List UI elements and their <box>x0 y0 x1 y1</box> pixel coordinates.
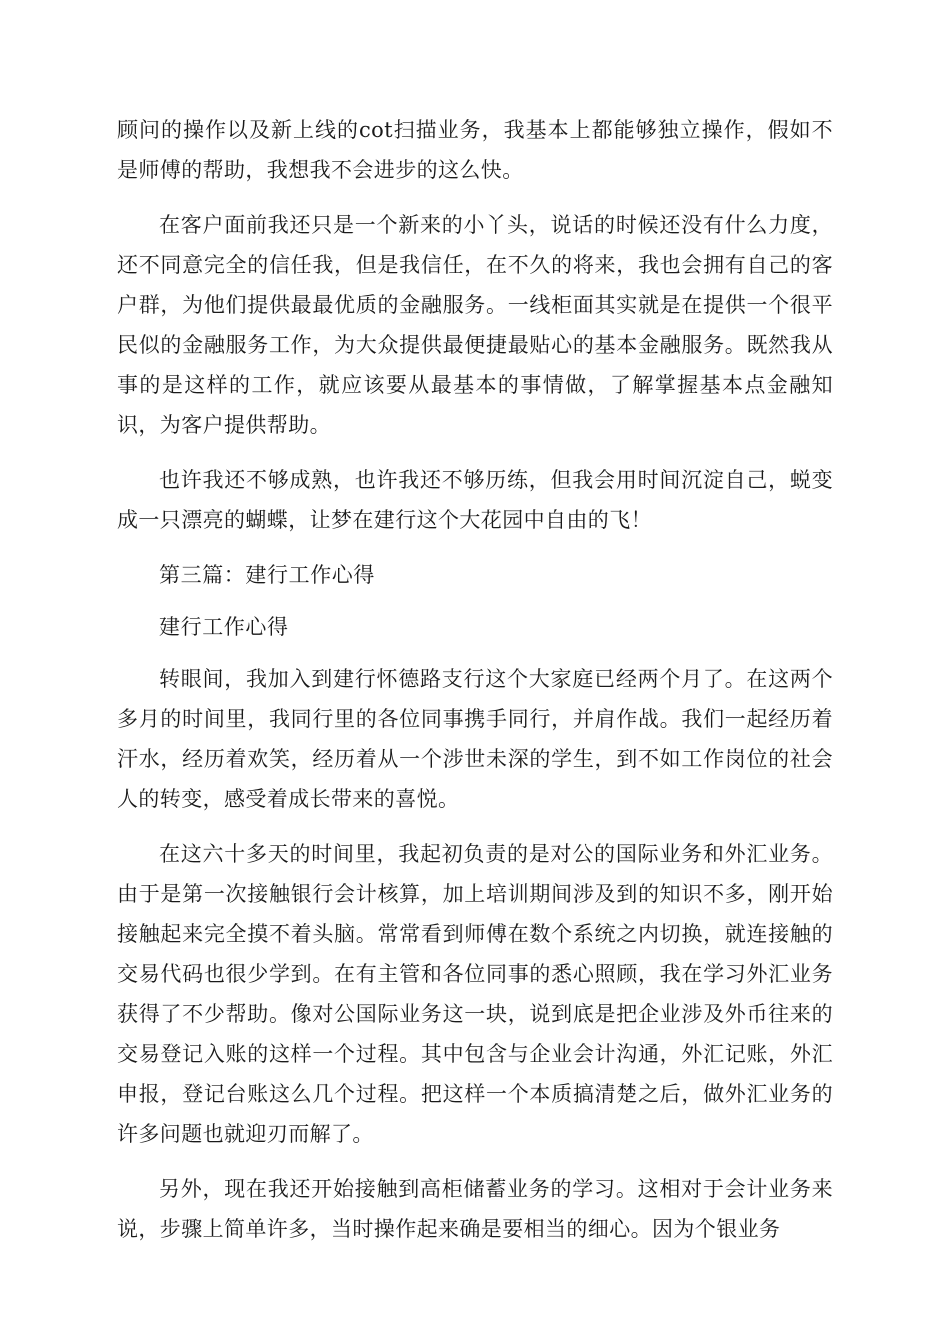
paragraph: 也许我还不够成熟，也许我还不够历练，但我会用时间沉淀自己，蜕变成一只漂亮的蝴蝶，让梦在建行这个大花园中自由的飞！ <box>117 468 833 532</box>
paragraph: 另外，现在我还开始接触到高柜储蓄业务的学习。这相对于会计业务来说，步骤上简单许多，当时操作起来确是要相当的细心。因为个银业务 <box>117 1177 833 1241</box>
paragraph: 转眼间，我加入到建行怀德路支行这个大家庭已经两个月了。在这两个多月的时间里，我同行里的各位同事携手同行，并肩作战。我们一起经历着汗水，经历着欢笑，经历着从一个涉世未深的学生，到不如工作岗位的社会人的转变，感受着成长带来的喜悦。 <box>117 667 833 811</box>
section-subheading: 建行工作心得 <box>159 615 289 639</box>
section-heading: 第三篇：建行工作心得 <box>159 563 375 587</box>
document-page <box>117 110 833 1264</box>
paragraph: 在客户面前我还只是一个新来的小丫头，说话的时候还没有什么力度，还不同意完全的信任我，但是我信任，在不久的将来，我也会拥有自己的客户群，为他们提供最最优质的金融服务。一线柜面其实就是在提供一个很平民似的金融服务工作，为大众提供最便捷最贴心的基本金融服务。既然我从事的是这样的工作，就应该要从最基本的事情做，了解掌握基本点金融知识，为客户提供帮助。 <box>117 213 833 437</box>
paragraph: 在这六十多天的时间里，我起初负责的是对公的国际业务和外汇业务。由于是第一次接触银行会计核算，加上培训期间涉及到的知识不多，刚开始接触起来完全摸不着头脑。常常看到师傅在数个系统之内切换，就连接触的交易代码也很少学到。在有主管和各位同事的悉心照顾，我在学习外汇业务获得了不少帮助。像对公国际业务这一块，说到底是把企业涉及外币往来的交易登记入账的这样一个过程。其中包含与企业会计沟通，外汇记账，外汇申报，登记台账这么几个过程。把这样一个本质搞清楚之后，做外汇业务的许多问题也就迎刃而解了。 <box>117 842 833 1146</box>
paragraph-continued: 顾问的操作以及新上线的cot扫描业务，我基本上都能够独立操作，假如不是师傅的帮助，我想我不会进步的这么快。 <box>117 118 833 182</box>
